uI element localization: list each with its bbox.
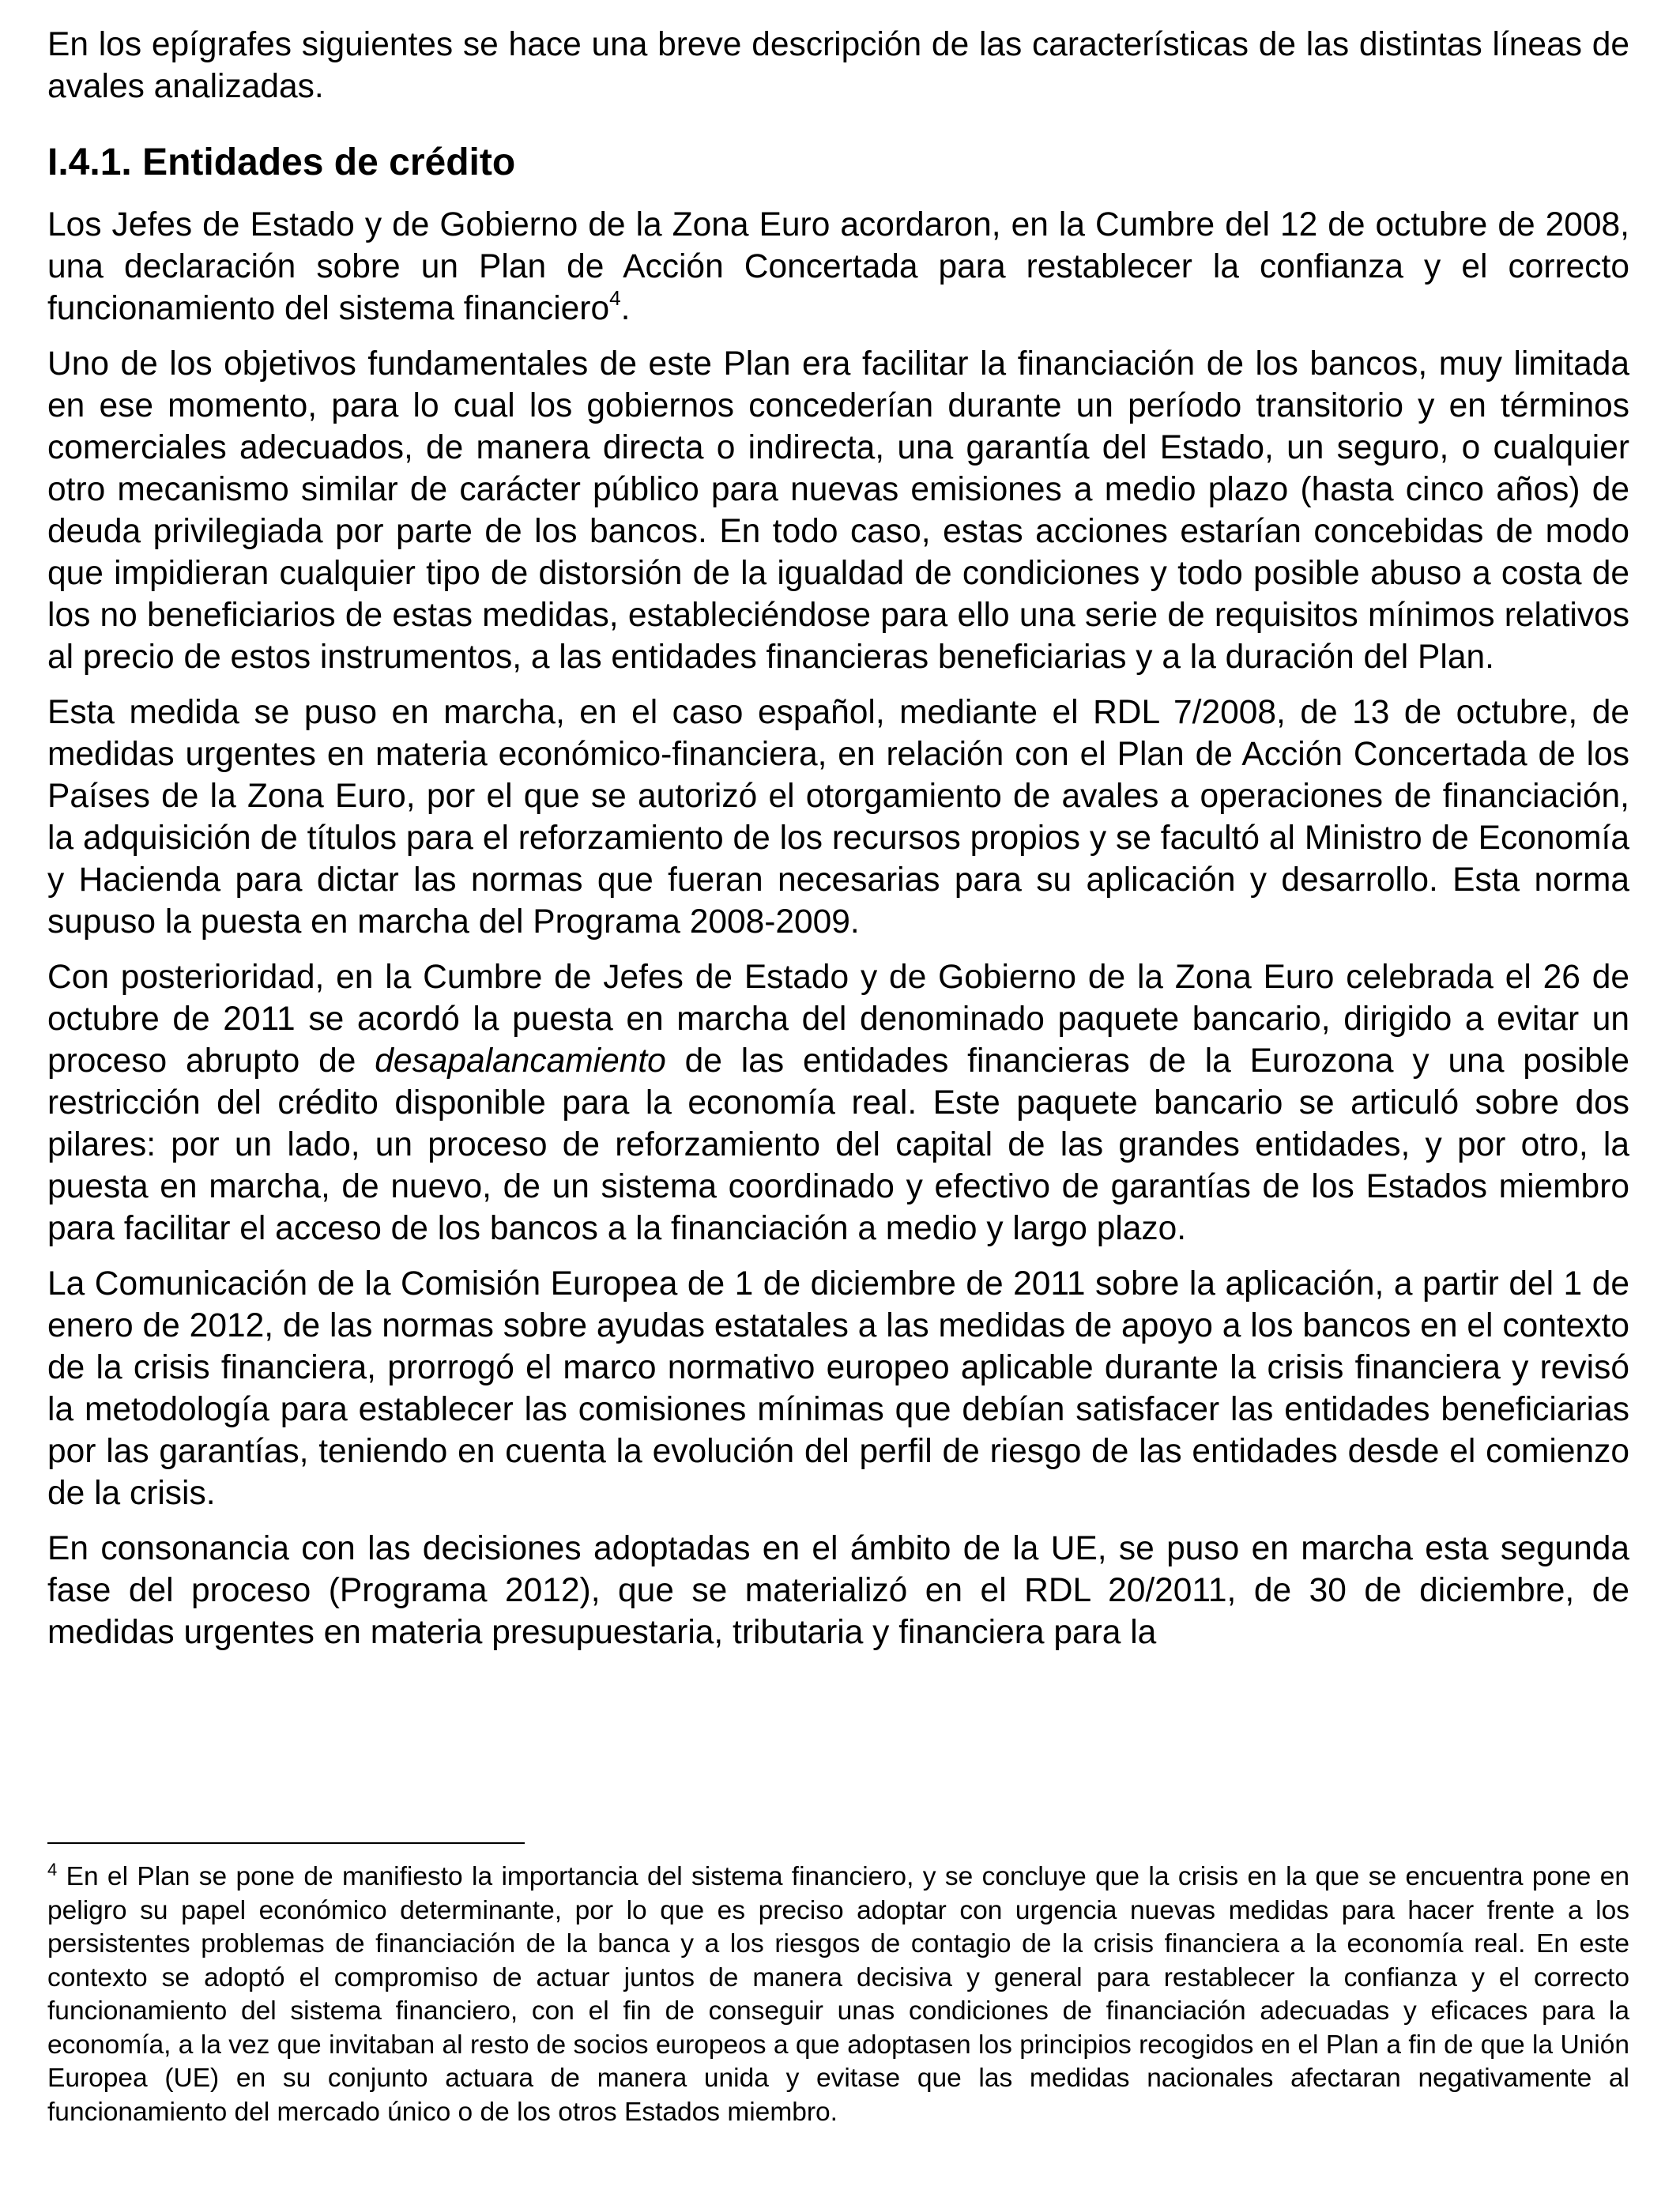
document-page — [47, 24, 1629, 1667]
footnote-separator — [47, 1842, 525, 1844]
italic-term: desapalancamiento — [375, 1042, 666, 1080]
paragraph-5: La Comunicación de la Comisión Europea de 1 de diciembre de 2011 sobre la aplicación, a partir del 1 de enero de 2012, de las normas sobre ayudas estatales a las medidas de apoyo a los bancos en el contexto de la crisis financiera, prorrogó el marco normativo europeo aplicable durante la crisis financiera y revisó la metodología para establecer las comisiones mínimas que debían satisfacer las entidades beneficiarias por las garantías, teniendo en cuenta la evolución del perfil de riesgo de las entidades desde el comienzo de la crisis. — [47, 1265, 1629, 1512]
intro-paragraph: En los epígrafes siguientes se hace una breve descripción de las características de las distintas líneas de avales analizadas. — [47, 26, 1629, 105]
footnote-reference[interactable]: 4 — [609, 286, 621, 310]
paragraph-4-before: Con posterioridad, en la Cumbre de Jefes de Estado y de Gobierno de la Zona Euro celebrada el 26 de octubre de 2011 se acordó la puesta en marcha del denominado paquete bancario, dirigido a evitar un proceso abrupto de — [47, 959, 1629, 1080]
paragraph-3: Esta medida se puso en marcha, en el caso español, mediante el RDL 7/2008, de 13 de octubre, de medidas urgentes en materia económico-financiera, en relación con el Plan de Acción Concertada de los Países de la Zona Euro, por el que se autorizó el otorgamiento de avales a operaciones de financiación, la adquisición de títulos para el reforzamiento de los recursos propios y se facultó al Ministro de Economía y Hacienda para dictar las normas que fueran necesarias para su aplicación y desarrollo. Esta norma supuso la puesta en marcha del Programa 2008-2009. — [47, 694, 1629, 941]
paragraph-1-end: . — [620, 290, 631, 327]
paragraph-2: Uno de los objetivos fundamentales de este Plan era facilitar la financiación de los bancos, muy limitada en ese momento, para lo cual los gobiernos concederían durante un período transitorio y en términos comerciales adecuados, de manera directa o indirecta, una garantía del Estado, un seguro, o cualquier otro mecanismo similar de carácter público para nuevas emisiones a medio plazo (hasta cinco años) de deuda privilegiada por parte de los bancos. En todo caso, estas acciones estarían concebidas de modo que impidieran cualquier tipo de distorsión de la igualdad de condiciones y todo posible abuso a costa de los no beneficiarios de estas medidas, estableciéndose para ello una serie de requisitos mínimos relativos al precio de estos instrumentos, a las entidades financieras beneficiarias y a la duración del Plan. — [47, 345, 1629, 676]
paragraph-4-after: de las entidades financieras de la Eurozona y una posible restricción del crédito disponible para la economía real. Este paquete bancario se articuló sobre dos pilares: por un lado, un proceso de reforzamiento del capital de las grandes entidades, y por otro, la puesta en marcha, de nuevo, de un sistema coordinado y efectivo de garantías de los Estados miembro para facilitar el acceso de los bancos a la financiación a medio y largo plazo. — [47, 1042, 1629, 1247]
paragraph-1 — [47, 204, 1629, 330]
paragraph-6: En consonancia con las decisiones adoptadas en el ámbito de la UE, se puso en marcha esta segunda fase del proceso (Programa 2012), que se materializó en el RDL 20/2011, de 30 de diciembre, de medidas urgentes en materia presupuestaria, tributaria y financiera para la — [47, 1530, 1629, 1651]
footnote — [47, 1860, 1629, 2129]
section-heading: I.4.1. Entidades de crédito — [47, 141, 516, 183]
footnote-number: 4 — [47, 1860, 58, 1879]
footnote-text: En el Plan se pone de manifiesto la importancia del sistema financiero, y se concluye que la crisis en la que se encuentra pone en peligro su papel económico determinante, por lo que es preciso adoptar con urgencia nuevas medidas para hacer frente a los persistentes problemas de financiación de la banca y a los riesgos de contagio de la crisis financiera a la economía real. En este contexto se adoptó el compromiso de actuar juntos de manera decisiva y general para restablecer la confianza y el correcto funcionamiento del sistema financiero, con el fin de conseguir unas condiciones de financiación adecuadas y eficaces para la economía, a la vez que invitaban al resto de socios europeos a que adoptasen los principios recogidos en el Plan a fin de que la Unión Europea (UE) en su conjunto actuara de manera unida y evitase que las medidas nacionales afectaran negativamente al funcionamiento del mercado único o de los otros Estados miembro. — [47, 1862, 1629, 2127]
paragraph-1-text: Los Jefes de Estado y de Gobierno de la Zona Euro acordaron, en la Cumbre del 12 de octubre de 2008, una declaración sobre un Plan de Acción Concertada para restablecer la confianza y el correcto funcionamiento del sistema financiero — [47, 206, 1629, 327]
paragraph-4 — [47, 956, 1629, 1250]
